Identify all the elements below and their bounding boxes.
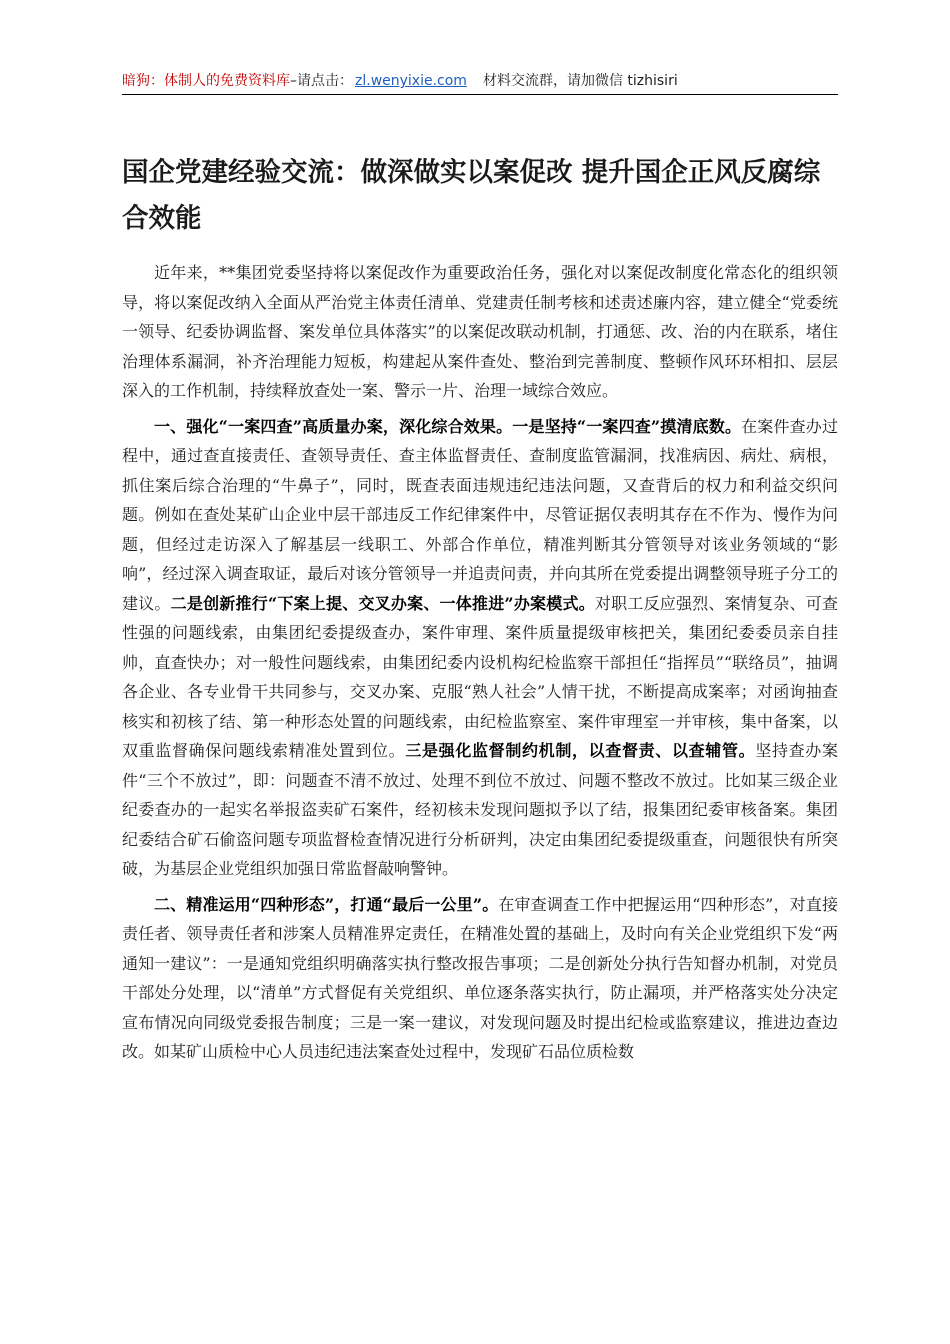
document-body [122,258,838,1067]
paragraph-intro: 近年来，**集团党委坚持将以案促改作为重要政治任务，强化对以案促改制度化常态化的组织领导，将以案促改纳入全面从严治党主体责任清单、党建责任制考核和述责述廉内容，建立健全“党委统一领导、纪委协调监督、案发单位具体落实”的以案促改联动机制，打通惩、改、治的内在联系，堵住治理体系漏洞，补齐治理能力短板，构建起从案件查处、整治到完善制度、整顿作风环环相扣、层层深入的工作机制，持续释放查处一案、警示一片、治理一域综合效应。 [122,263,838,400]
paragraph-section-1 [122,412,838,884]
header-brand: 暗狗：体制人的免费资料库 [122,73,290,89]
section-1-text-3: 坚持查办案件“三个不放过”，即：问题查不清不放过、处理不到位不放过、问题不整改不放过。比如某三级企业纪委查办的一起实名举报盗卖矿石案件，经初核未发现问题拟予以了结，报集团纪委审核备案。集团纪委结合矿石偷盗问题专项监督检查情况进行分析研判，决定由集团纪委提级重查，问题很快有所突破，为基层企业党组织加强日常监督敲响警钟。 [122,741,838,878]
paragraph-section-2 [122,890,838,1067]
header-link[interactable]: zl.wenyixie.com [355,73,467,89]
header-prefix: –请点击： [290,73,353,89]
document-title: 国企党建经验交流：做深做实以案促改 提升国企正风反腐综合效能 [122,157,821,234]
section-1-text-2: 对职工反应强烈、案情复杂、可查性强的问题线索，由集团纪委提级查办，案件审理、案件质量提级审核把关，集团纪委委员亲自挂帅，直查快办；对一般性问题线索，由集团纪委内设机构纪检监察干部担任“指挥员”“联络员”，抽调各企业、各专业骨干共同参与，交叉办案、克服“熟人社会”人情干扰，不断提高成案率；对函询抽查核实和初核了结、第一种形态处置的问题线索，由纪检监察室、案件审理室一并审核，集中备案，以双重监督确保问题线索精准处置到位。 [122,593,838,760]
page-header [122,70,838,96]
section-1-point-2: 二是创新推行“下案上提、交叉办案、一体推进”办案模式。 [170,593,595,613]
section-1-text-1: 在案件查办过程中，通过查直接责任、查领导责任、查主体监督责任、查制度监管漏洞，找准病因、病灶、病根，抓住案后综合治理的“牛鼻子”，同时，既查表面违规违纪违法问题，又查背后的权力和利益交织问题。例如在查处某矿山企业中层干部违反工作纪律案件中，尽管证据仅表明其存在不作为、慢作为问题，但经过走访深入了解基层一线职工、外部合作单位，精准判断其分管领导对该业务领域的“影响”，经过深入调查取证，最后对该分管领导一并追责问责，并向其所在党委提出调整领导班子分工的建议。 [122,416,838,613]
header-note: 材料交流群，请加微信 tizhisiri [482,73,678,89]
section-2-text-1: 在审查调查工作中把握运用“四种形态”，对直接责任者、领导责任者和涉案人员精准界定责任，在精准处置的基础上，及时向有关企业党组织下发“两通知一建议”：一是通知党组织明确落实执行整改报告事项；二是创新处分执行告知督办机制，对党员干部处分处理，以“清单”方式督促有关党组织、单位逐条落实执行，防止漏项，并严格落实处分决定宣布情况向同级党委报告制度；三是一案一建议，对发现问题及时提出纪检或监察建议，推进边查边改。如某矿山质检中心人员违纪违法案查处过程中，发现矿石品位质检数 [122,894,838,1061]
header-divider [122,94,838,95]
section-2-heading: 二、精准运用“四种形态”，打通“最后一公里”。 [154,894,499,914]
section-1-point-3: 三是强化监督制约机制，以查督责、以查辅管。 [405,741,756,760]
section-1-heading: 一、强化“一案四查”高质量办案，深化综合效果。一是坚持“一案四查”摸清底数。 [154,416,742,436]
